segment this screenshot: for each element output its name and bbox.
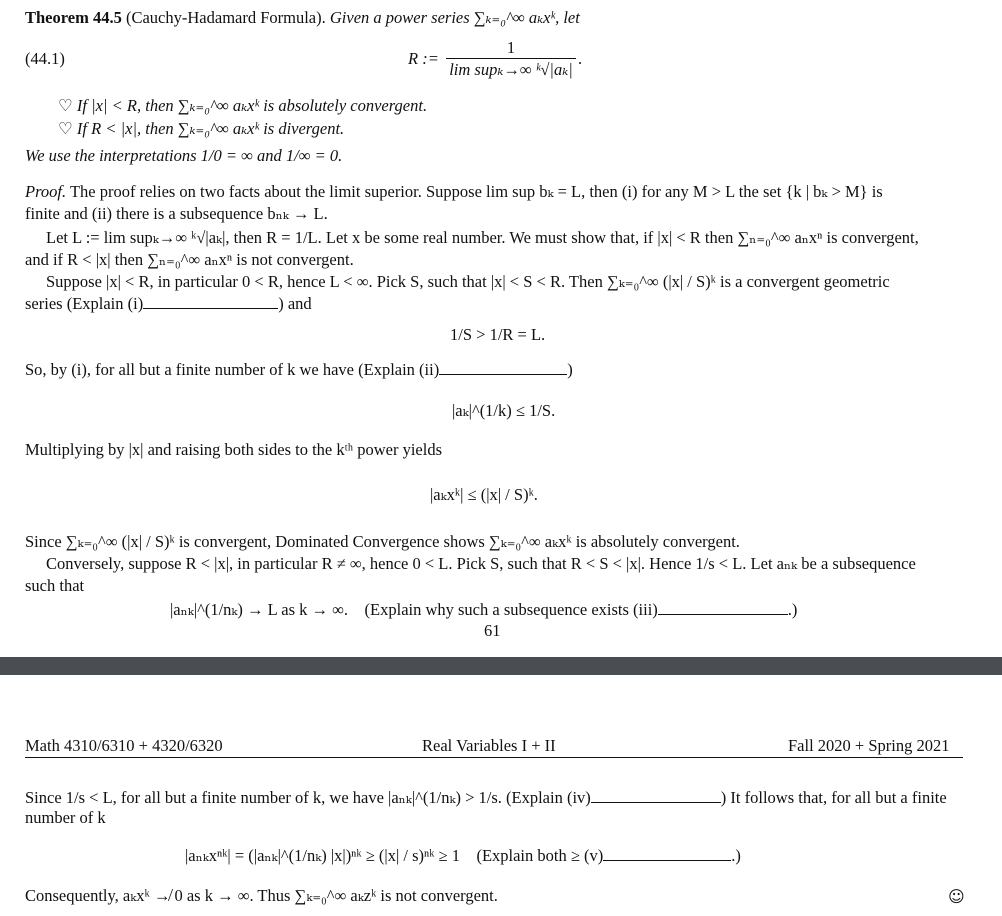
proof-line: Suppose |x| < R, in particular 0 < R, hence L < ∞. Pick S, such that |x| < S < R. Then ∑ₖ₌₀^∞ (|x| / S)ᵏ is a convergent geometric bbox=[46, 272, 890, 291]
proof-line: Conversely, suppose R < |x|, in particular R ≠ ∞, hence 0 < L. Pick S, such that R < S < |x|. Hence 1/s < L. Let aₙₖ be a subsequence bbox=[46, 554, 916, 573]
theorem-heading bbox=[25, 8, 580, 28]
proof-line: Since ∑ₖ₌₀^∞ (|x| / S)ᵏ is convergent, Dominated Convergence shows ∑ₖ₌₀^∞ aₖxᵏ is absolutely convergent. bbox=[25, 532, 740, 551]
equation-fraction bbox=[446, 38, 576, 81]
header-course: Math 4310/6310 + 4320/6320 bbox=[25, 736, 223, 755]
answer-blank-iii[interactable] bbox=[658, 600, 788, 615]
heart-icon: ♡ bbox=[58, 119, 73, 138]
display-equation: |aₙₖ|^(1/nₖ) → L as k → ∞. (Explain why such a subsequence exists (iii) .) bbox=[170, 600, 798, 619]
theorem-intro: Given a power series ∑ₖ₌₀^∞ aₖxᵏ, let bbox=[329, 8, 580, 27]
display-equation: |aₖ|^(1/k) ≤ 1/S. bbox=[452, 401, 556, 420]
display-equation: 1/S > 1/R = L. bbox=[450, 325, 546, 344]
theorem-label: Theorem 44.5 bbox=[25, 8, 122, 27]
theorem-name: (Cauchy-Hadamard Formula). bbox=[125, 8, 326, 27]
proof-line: finite and (ii) there is a subsequence bₙₖ → L. bbox=[25, 204, 328, 223]
equation-period: . bbox=[578, 49, 583, 68]
header-title: Real Variables I + II bbox=[422, 736, 556, 755]
proof-line: series (Explain (i) ) and bbox=[25, 294, 312, 313]
answer-blank-ii[interactable] bbox=[439, 360, 567, 375]
equation-numerator: 1 bbox=[446, 38, 576, 59]
smiley-icon: ☺ bbox=[948, 887, 965, 906]
proof-line: Proof. The proof relies on two facts about the limit superior. Suppose lim sup bₖ = L, then (i) for any M > L the set {k | bₖ > M} is bbox=[25, 182, 883, 201]
display-equation: |aₖxᵏ| ≤ (|x| / S)ᵏ. bbox=[430, 485, 538, 504]
page-separator bbox=[0, 657, 1002, 675]
proof-line: and if R < |x| then ∑ₙ₌₀^∞ aₙxⁿ is not convergent. bbox=[25, 250, 354, 269]
interpretation-line: We use the interpretations 1/0 = ∞ and 1/∞ = 0. bbox=[25, 146, 343, 165]
proof-line: Since 1/s < L, for all but a finite number of k, we have |aₙₖ|^(1/nₖ) > 1/s. (Explain (iv) ) It follows that, for all but a finite bbox=[25, 788, 947, 807]
bullet-item: ♡ If |x| < R, then ∑ₖ₌₀^∞ aₖxᵏ is absolutely convergent. bbox=[58, 96, 428, 115]
proof-label: Proof. bbox=[25, 182, 67, 201]
answer-blank-v[interactable] bbox=[603, 846, 731, 861]
header-term: Fall 2020 + Spring 2021 bbox=[788, 736, 950, 755]
proof-line: number of k bbox=[25, 808, 106, 827]
proof-line: So, by (i), for all but a finite number of k we have (Explain (ii) ) bbox=[25, 360, 573, 379]
equation-lhs: R := bbox=[408, 49, 439, 68]
display-equation: |aₙₖxⁿᵏ| = (|aₙₖ|^(1/nₖ) |x|)ⁿᵏ ≥ (|x| / s)ⁿᵏ ≥ 1 (Explain both ≥ (v) .) bbox=[185, 846, 741, 865]
proof-line: Multiplying by |x| and raising both sides to the kᵗʰ power yields bbox=[25, 440, 442, 459]
bullet-item: ♡ If R < |x|, then ∑ₖ₌₀^∞ aₖxᵏ is divergent. bbox=[58, 119, 345, 138]
header-rule bbox=[25, 757, 963, 758]
heart-icon: ♡ bbox=[58, 96, 73, 115]
page-number: 61 bbox=[484, 621, 501, 640]
conclusion-line: Consequently, aₖxᵏ ↛ 0 as k → ∞. Thus ∑ₖ₌₀^∞ aₖzᵏ is not convergent. bbox=[25, 886, 498, 905]
proof-line: such that bbox=[25, 576, 85, 595]
equation-number: (44.1) bbox=[25, 49, 65, 68]
proof-line: Let L := lim supₖ→∞ ᵏ√|aₖ|, then R = 1/L. Let x be some real number. We must show that, if |x| < R then ∑ₙ₌₀^∞ aₙxⁿ is convergent, bbox=[46, 228, 919, 247]
answer-blank-iv[interactable] bbox=[591, 788, 721, 803]
equation-denominator: lim supₖ→∞ ᵏ√|aₖ| bbox=[449, 60, 573, 79]
answer-blank-i[interactable] bbox=[143, 294, 278, 309]
